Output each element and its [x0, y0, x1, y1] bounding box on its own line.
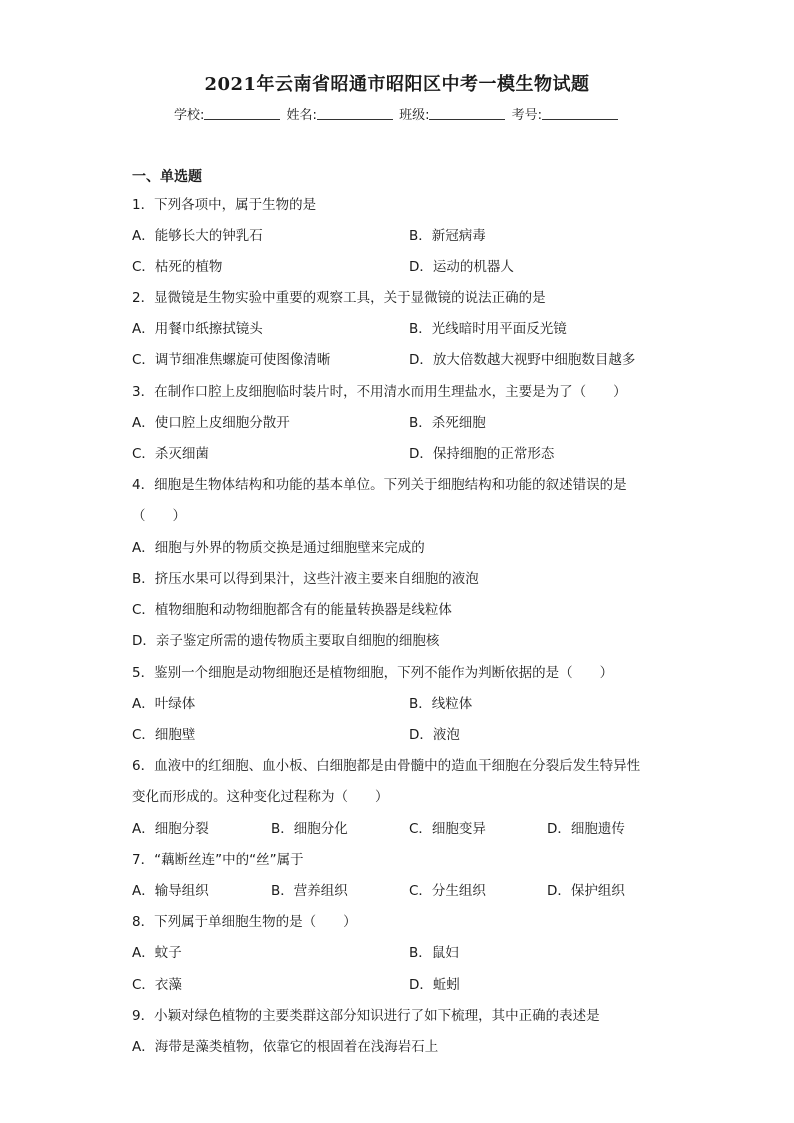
option-a: A．输导组织	[132, 883, 209, 899]
option-d: D．放大倍数越大视野中细胞数目越多	[409, 352, 636, 368]
option-a: A．叶绿体	[132, 696, 196, 712]
option-c: C．枯死的植物	[132, 259, 223, 275]
option-a: A．细胞与外界的物质交换是通过细胞壁来完成的	[132, 540, 425, 556]
option-b: B．细胞分化	[271, 821, 348, 837]
option-d: D．液泡	[409, 727, 460, 743]
question-stem: 6．血液中的红细胞、血小板、白细胞都是由骨髓中的造血干细胞在分裂后发生特异性	[132, 758, 641, 774]
school-blank[interactable]	[204, 107, 280, 120]
option-d: D．细胞遗传	[547, 821, 625, 837]
option-c: C．细胞壁	[132, 727, 196, 743]
question-stem: 9．小颖对绿色植物的主要类群这部分知识进行了如下梳理，其中正确的表述是	[132, 1008, 600, 1024]
question-stem: 7．“藕断丝连”中的“丝”属于	[132, 852, 304, 868]
question-stem: 2．显微镜是生物实验中重要的观察工具，关于显微镜的说法正确的是	[132, 290, 546, 306]
option-c: C．杀灭细菌	[132, 446, 209, 462]
exam-no-label: 考号:	[511, 108, 542, 123]
option-b: B．挤压水果可以得到果汁，这些汁液主要来自细胞的液泡	[132, 571, 479, 587]
option-d: D．运动的机器人	[409, 259, 514, 275]
option-a: A．细胞分裂	[132, 821, 209, 837]
option-d: D．蚯蚓	[409, 977, 460, 993]
section-title: 一、单选题	[132, 169, 202, 185]
option-d: D．保持细胞的正常形态	[409, 446, 555, 462]
question-stem: 5．鉴别一个细胞是动物细胞还是植物细胞，下列不能作为判断依据的是（ ）	[132, 665, 614, 681]
option-b: B．线粒体	[409, 696, 473, 712]
question-stem: 8．下列属于单细胞生物的是（ ）	[132, 914, 357, 930]
exam-no-blank[interactable]	[542, 107, 618, 120]
class-label: 班级:	[399, 108, 430, 123]
school-label: 学校:	[174, 108, 205, 123]
option-b: B．新冠病毒	[409, 228, 486, 244]
option-c: C．细胞变异	[409, 821, 486, 837]
option-b: B．光线暗时用平面反光镜	[409, 321, 567, 337]
option-b: B．杀死细胞	[409, 415, 486, 431]
student-info-row	[0, 104, 794, 123]
page-title: 2021年云南省昭通市昭阳区中考一模生物试题	[204, 74, 590, 95]
option-b: B．营养组织	[271, 883, 348, 899]
option-c: C．调节细准焦螺旋可使图像清晰	[132, 352, 331, 368]
question-stem-continued: 变化而形成的。这种变化过程称为（ ）	[132, 789, 389, 805]
question-stem: 3．在制作口腔上皮细胞临时装片时，不用清水而用生理盐水，主要是为了（ ）	[132, 384, 627, 400]
option-a: A．用餐巾纸擦拭镜头	[132, 321, 263, 337]
class-blank[interactable]	[429, 107, 505, 120]
option-d: D．保护组织	[547, 883, 625, 899]
option-a: A．使口腔上皮细胞分散开	[132, 415, 290, 431]
option-b: B．鼠妇	[409, 945, 459, 961]
option-d: D．亲子鉴定所需的遗传物质主要取自细胞的细胞核	[132, 633, 440, 649]
option-c: C．衣藻	[132, 977, 182, 993]
option-a: A．能够长大的钟乳石	[132, 228, 263, 244]
option-a: A．海带是藻类植物，依靠它的根固着在浅海岩石上	[132, 1039, 439, 1055]
name-label: 姓名:	[286, 108, 317, 123]
question-stem: 1．下列各项中，属于生物的是	[132, 197, 317, 213]
question-stem: 4．细胞是生物体结构和功能的基本单位。下列关于细胞结构和功能的叙述错误的是	[132, 477, 627, 493]
question-stem-continued: （ ）	[132, 508, 186, 524]
name-blank[interactable]	[317, 107, 393, 120]
option-c: C．分生组织	[409, 883, 486, 899]
option-c: C．植物细胞和动物细胞都含有的能量转换器是线粒体	[132, 602, 452, 618]
option-a: A．蚊子	[132, 945, 182, 961]
